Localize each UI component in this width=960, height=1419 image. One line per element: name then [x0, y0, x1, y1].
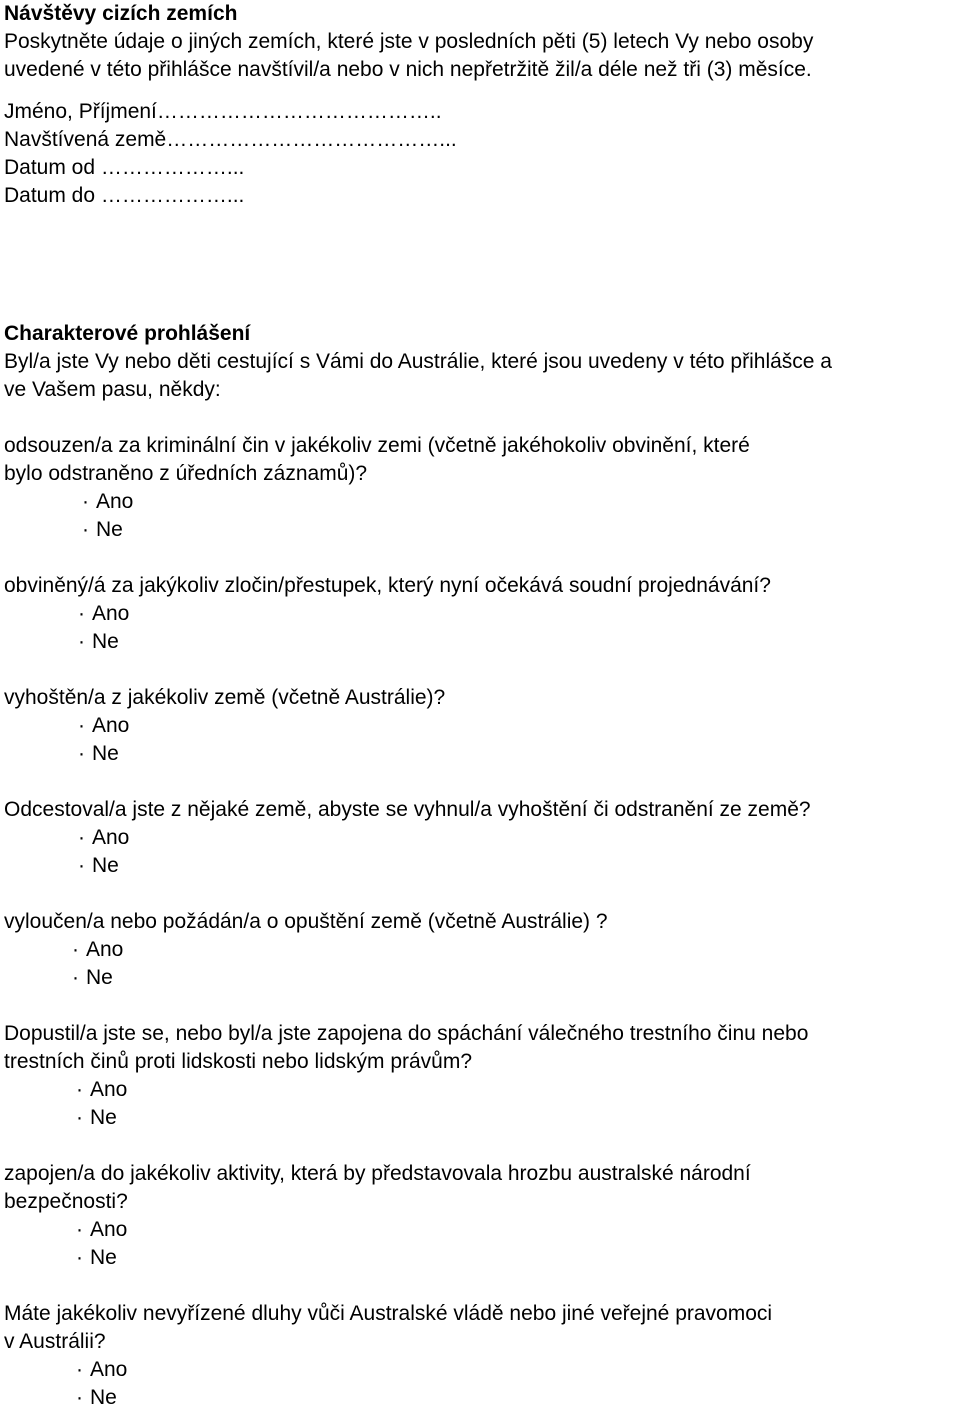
option-no[interactable]	[4, 964, 960, 992]
question-national-security	[4, 1160, 960, 1272]
visits-fields	[4, 98, 960, 210]
option-no-label: Ne	[90, 1106, 117, 1129]
question-text: vyloučen/a nebo požádán/a o opuštění země (včetně Austrálie) ?	[4, 910, 608, 933]
option-no[interactable]	[4, 1104, 960, 1132]
question-war-crimes	[4, 1020, 960, 1132]
question-text: trestních činů proti lidskosti nebo lidským právům?	[4, 1050, 473, 1073]
option-yes[interactable]	[4, 488, 960, 516]
option-no[interactable]	[4, 628, 960, 656]
question-outstanding-debts	[4, 1300, 960, 1412]
question-text: vyhoštěn/a z jakékoliv země (včetně Austrálie)?	[4, 686, 446, 709]
option-yes[interactable]	[4, 600, 960, 628]
option-no[interactable]	[4, 852, 960, 880]
option-yes-label: Ano	[96, 490, 134, 513]
character-intro-line: Byl/a jste Vy nebo děti cestující s Vámi do Austrálie, které jsou uvedeny v této přihlášce a	[4, 350, 832, 373]
visits-heading: Návštěvy cizích zemích	[4, 2, 238, 25]
question-text: bezpečnosti?	[4, 1190, 128, 1213]
name-surname-field[interactable]: Jméno, Příjmení…………………………………..	[4, 100, 442, 123]
option-no-label: Ne	[96, 518, 123, 541]
option-yes[interactable]	[4, 936, 960, 964]
option-yes[interactable]	[4, 712, 960, 740]
option-no-label: Ne	[86, 966, 113, 989]
bullet-icon: ·	[78, 826, 85, 849]
option-no-label: Ne	[92, 854, 119, 877]
option-yes-label: Ano	[90, 1218, 128, 1241]
option-yes[interactable]	[4, 1076, 960, 1104]
option-no[interactable]	[4, 1244, 960, 1272]
bullet-icon: ·	[72, 966, 79, 989]
character-intro-line: ve Vašem pasu, někdy:	[4, 378, 221, 401]
question-text: v Austrálii?	[4, 1330, 106, 1353]
visits-section	[4, 0, 960, 210]
option-yes-label: Ano	[92, 602, 130, 625]
question-charged	[4, 572, 960, 656]
bullet-icon: ·	[72, 938, 79, 961]
option-yes-label: Ano	[90, 1078, 128, 1101]
question-text: bylo odstraněno z úředních záznamů)?	[4, 462, 368, 485]
question-text: odsouzen/a za kriminální čin v jakékoliv zemi (včetně jakéhokoliv obvinění, které	[4, 434, 750, 457]
bullet-icon: ·	[76, 1358, 83, 1381]
visited-country-field[interactable]: Navštívená země…………………………………...	[4, 128, 457, 151]
bullet-icon: ·	[76, 1218, 83, 1241]
bullet-icon: ·	[82, 490, 89, 513]
bullet-icon: ·	[76, 1078, 83, 1101]
bullet-icon: ·	[76, 1106, 83, 1129]
character-section	[4, 320, 960, 1412]
bullet-icon: ·	[78, 602, 85, 625]
bullet-icon: ·	[76, 1386, 83, 1409]
option-yes[interactable]	[4, 1356, 960, 1384]
bullet-icon: ·	[78, 630, 85, 653]
question-text: obviněný/á za jakýkoliv zločin/přestupek, který nyní očekává soudní projednávání?	[4, 574, 771, 597]
bullet-icon: ·	[78, 742, 85, 765]
character-heading: Charakterové prohlášení	[4, 322, 251, 345]
bullet-icon: ·	[78, 854, 85, 877]
option-yes-label: Ano	[92, 714, 130, 737]
visits-intro-line: Poskytněte údaje o jiných zemích, které jste v posledních pěti (5) letech Vy nebo osoby	[4, 30, 814, 53]
visits-intro-line: uvedené v této přihlášce navštívil/a nebo v nich nepřetržitě žil/a déle než tři (3) měsíce.	[4, 58, 812, 81]
bullet-icon: ·	[82, 518, 89, 541]
option-yes[interactable]	[4, 824, 960, 852]
option-no-label: Ne	[92, 742, 119, 765]
option-no-label: Ne	[90, 1246, 117, 1269]
option-yes-label: Ano	[86, 938, 124, 961]
question-text: Máte jakékoliv nevyřízené dluhy vůči Australské vládě nebo jiné veřejné pravomoci	[4, 1302, 773, 1325]
option-no[interactable]	[4, 740, 960, 768]
question-deported	[4, 684, 960, 768]
option-no-label: Ne	[90, 1386, 117, 1409]
bullet-icon: ·	[76, 1246, 83, 1269]
question-text: zapojen/a do jakékoliv aktivity, která by představovala hrozbu australské národní	[4, 1162, 751, 1185]
question-text: Odcestoval/a jste z nějaké země, abyste se vyhnul/a vyhoštění či odstranění ze země?	[4, 798, 811, 821]
question-convicted	[4, 432, 960, 544]
question-text: Dopustil/a jste se, nebo byl/a jste zapojena do spáchání válečného trestního činu nebo	[4, 1022, 809, 1045]
question-excluded	[4, 908, 960, 992]
bullet-icon: ·	[78, 714, 85, 737]
option-no[interactable]	[4, 1384, 960, 1412]
option-yes[interactable]	[4, 1216, 960, 1244]
character-intro	[4, 348, 960, 404]
option-yes-label: Ano	[90, 1358, 128, 1381]
date-from-field[interactable]: Datum od ………………...	[4, 156, 245, 179]
date-to-field[interactable]: Datum do ………………...	[4, 184, 245, 207]
question-avoided-deportation	[4, 796, 960, 880]
option-no[interactable]	[4, 516, 960, 544]
option-yes-label: Ano	[92, 826, 130, 849]
option-no-label: Ne	[92, 630, 119, 653]
